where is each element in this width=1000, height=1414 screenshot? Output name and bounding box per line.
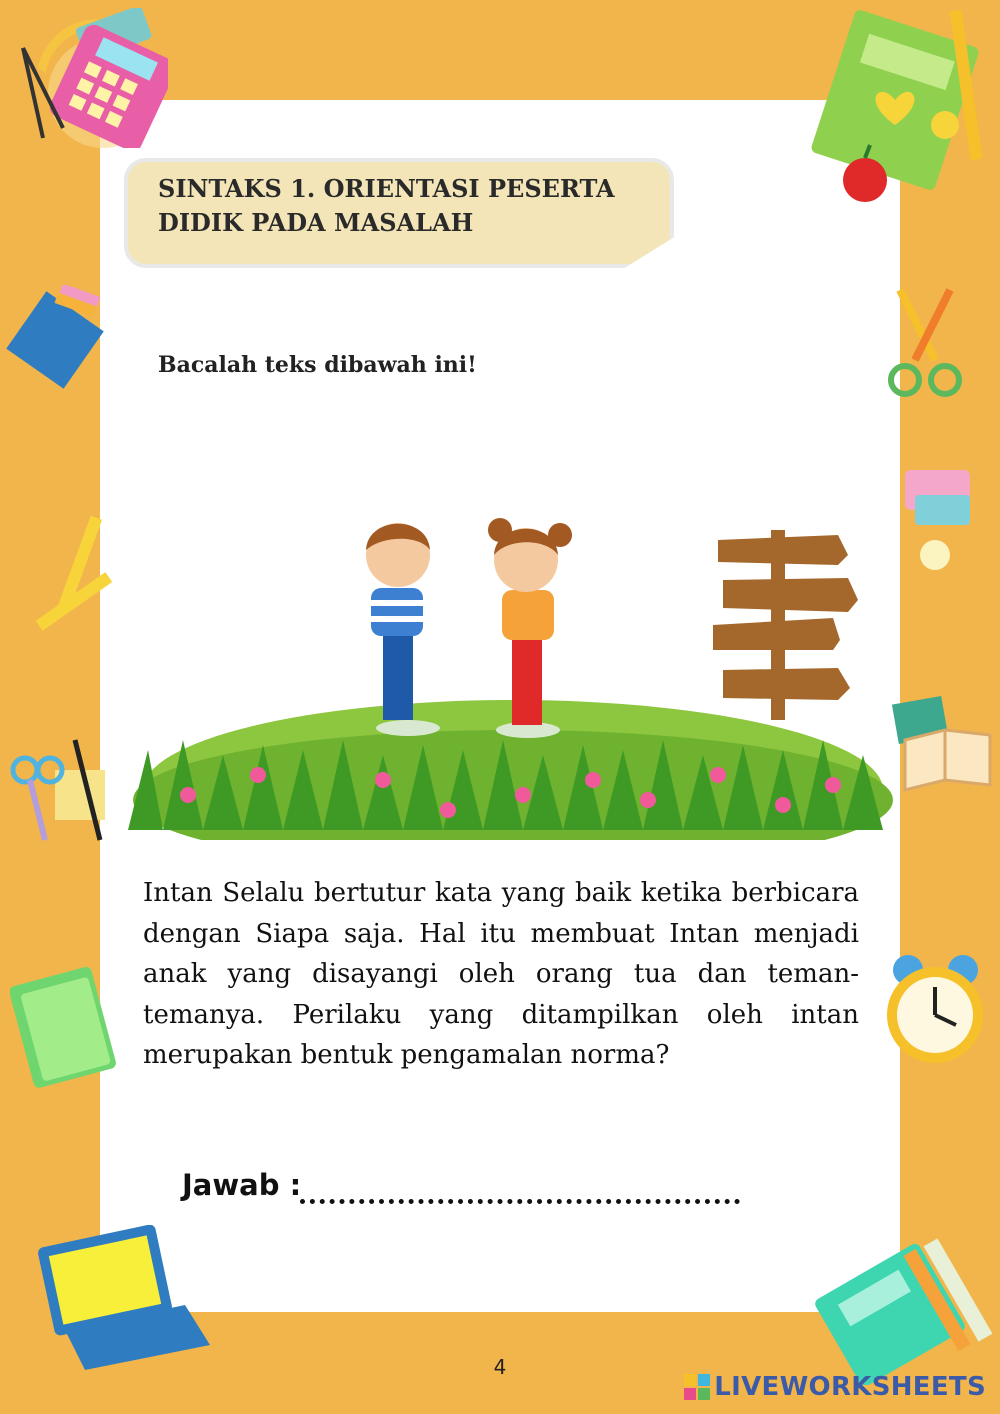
kids-talking-illustration [128,500,898,840]
scissors-and-pencil-icon [5,730,115,850]
brand-logo[interactable] [684,1372,986,1402]
answer-input-line[interactable] [300,1199,740,1204]
books-icon [0,285,110,395]
signpost-icon [713,530,858,720]
green-notebook-icon [10,965,125,1090]
alarm-clock-icon [878,945,993,1070]
pencils-icon [35,510,125,650]
notebook-and-pencil-icon [810,5,995,205]
sharpener-icon [895,455,985,585]
page-title: SINTAKS 1. ORIENTASI PESERTA DIDIK PADA MASALAH [158,174,615,237]
calculator-and-ruler-icon [8,8,168,148]
page-number: 4 [493,1355,507,1379]
laptop-icon [35,1225,215,1375]
scissors-icon [880,280,970,400]
instruction-text: Bacalah teks dibawah ini! [158,352,477,378]
brand-name: LIVEWORKSHEETS [714,1372,986,1402]
story-paragraph: Intan Selalu bertutur kata yang baik ketika berbicara dengan Siapa saja. Hal itu membuat Intan menjadi anak yang disayangi oleh orang tua dan teman-temanya. Perilaku yang ditampilkan oleh intan merupakan bentuk pengamalan norma? [143,878,859,1070]
liveworksheets-logo-icon [684,1374,710,1400]
open-book-icon [890,690,1000,800]
answer-label: Jawab : [182,1168,302,1202]
